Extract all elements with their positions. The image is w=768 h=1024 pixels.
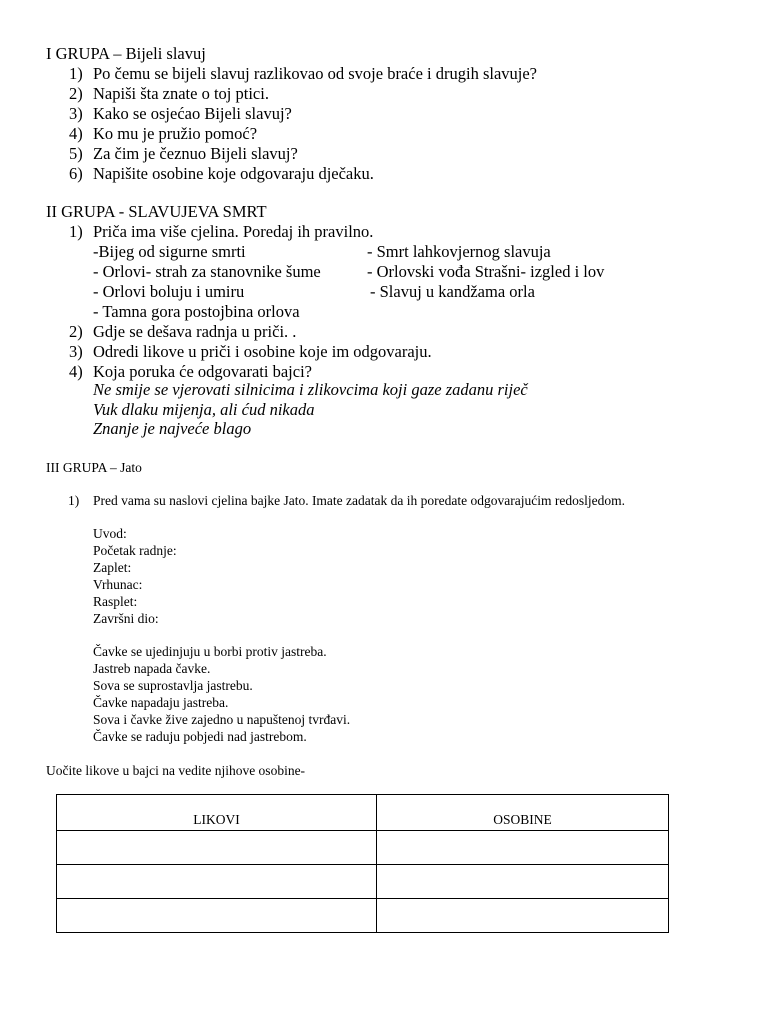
g1-q5-text: Za čim je čeznuo Bijeli slavuj? xyxy=(93,144,298,163)
g2-q2-text: Gdje se dešava radnja u priči. . xyxy=(93,322,297,341)
group2-title: II GRUPA - SLAVUJEVA SMRT xyxy=(46,202,267,221)
g3-sentence: Sova i čavke žive zajedno u napuštenoj tvrđavi. xyxy=(93,712,351,727)
g3-q1-num: 1) xyxy=(68,493,80,508)
table-row xyxy=(57,865,669,899)
table-cell-character[interactable] xyxy=(57,831,377,865)
g1-q2-num: 2) xyxy=(69,84,83,103)
g3-part: Početak radnje: xyxy=(93,543,177,558)
g2-q3-num: 3) xyxy=(69,342,83,361)
g1-q6-text: Napišite osobine koje odgovaraju dječaku. xyxy=(93,164,374,183)
g1-q5-num: 5) xyxy=(69,144,83,163)
g3-part: Završni dio: xyxy=(93,611,159,626)
g3-part: Zaplet: xyxy=(93,560,132,575)
g2-left-item: - Orlovi boluju i umiru xyxy=(93,282,245,301)
table-row xyxy=(57,899,669,933)
g3-sentence: Jastreb napada čavke. xyxy=(93,661,211,676)
table-cell-traits[interactable] xyxy=(377,865,669,899)
g2-right-item: - Smrt lahkovjernog slavuja xyxy=(367,242,551,261)
group3-title: III GRUPA – Jato xyxy=(46,460,142,475)
g1-q3-text: Kako se osjećao Bijeli slavuj? xyxy=(93,104,292,123)
table-cell-character[interactable] xyxy=(57,899,377,933)
g2-q2-num: 2) xyxy=(69,322,83,341)
g2-q1-num: 1) xyxy=(69,222,83,241)
group1-title: I GRUPA – Bijeli slavuj xyxy=(46,44,206,63)
g2-q1-text: Priča ima više cjelina. Poredaj ih pravilno. xyxy=(93,222,374,241)
table-cell-traits[interactable] xyxy=(377,831,669,865)
g3-sentence: Čavke napadaju jastreba. xyxy=(93,695,229,710)
table-row xyxy=(57,831,669,865)
g3-instruction: Uočite likove u bajci na vedite njihove osobine- xyxy=(46,763,306,778)
g2-q4-num: 4) xyxy=(69,362,83,381)
g2-q4-text: Koja poruka će odgovarati bajci? xyxy=(93,362,312,381)
g1-q4-text: Ko mu je pružio pomoć? xyxy=(93,124,258,143)
g1-q6-num: 6) xyxy=(69,164,83,183)
g1-q3-num: 3) xyxy=(69,104,83,123)
g3-sentence: Čavke se raduju pobjedi nad jastrebom. xyxy=(93,729,307,744)
g3-sentence: Čavke se ujedinjuju u borbi protiv jastreba. xyxy=(93,644,327,659)
g2-right-item: - Slavuj u kandžama orla xyxy=(370,282,535,301)
g1-q1-num: 1) xyxy=(69,64,83,83)
g3-sentence: Sova se suprostavlja jastrebu. xyxy=(93,678,253,693)
g2-left-item: - Orlovi- strah za stanovnike šume xyxy=(93,262,321,281)
g3-part: Rasplet: xyxy=(93,594,138,609)
table-header-likovi: LIKOVI xyxy=(57,795,377,831)
g2-left-item: -Bijeg od sigurne smrti xyxy=(93,242,246,261)
g1-q1-text: Po čemu se bijeli slavuj razlikovao od svoje braće i drugih slavuje? xyxy=(93,64,538,83)
g3-part: Uvod: xyxy=(93,526,127,541)
g1-q2-text: Napiši šta znate o toj ptici. xyxy=(93,84,269,103)
g1-q4-num: 4) xyxy=(69,124,83,143)
g3-q1-text: Pred vama su naslovi cjelina bajke Jato. Imate zadatak da ih poredate odgovarajućim redosljedom. xyxy=(93,493,625,508)
g2-left-item: - Tamna gora postojbina orlova xyxy=(93,302,300,321)
g3-part: Vrhunac: xyxy=(93,577,143,592)
traits-table xyxy=(56,794,669,933)
g2-right-item: - Orlovski vođa Strašni- izgled i lov xyxy=(367,262,605,281)
table-header-osobine: OSOBINE xyxy=(377,795,669,831)
table-cell-character[interactable] xyxy=(57,865,377,899)
g2-message: Vuk dlaku mijenja, ali ćud nikada xyxy=(93,400,315,419)
g2-q3-text: Odredi likove u priči i osobine koje im odgovaraju. xyxy=(93,342,432,361)
table-header-row xyxy=(57,795,669,831)
table-cell-traits[interactable] xyxy=(377,899,669,933)
g2-message: Znanje je najveće blago xyxy=(93,419,252,438)
g2-message: Ne smije se vjerovati silnicima i zlikovcima koji gaze zadanu riječ xyxy=(93,380,528,399)
